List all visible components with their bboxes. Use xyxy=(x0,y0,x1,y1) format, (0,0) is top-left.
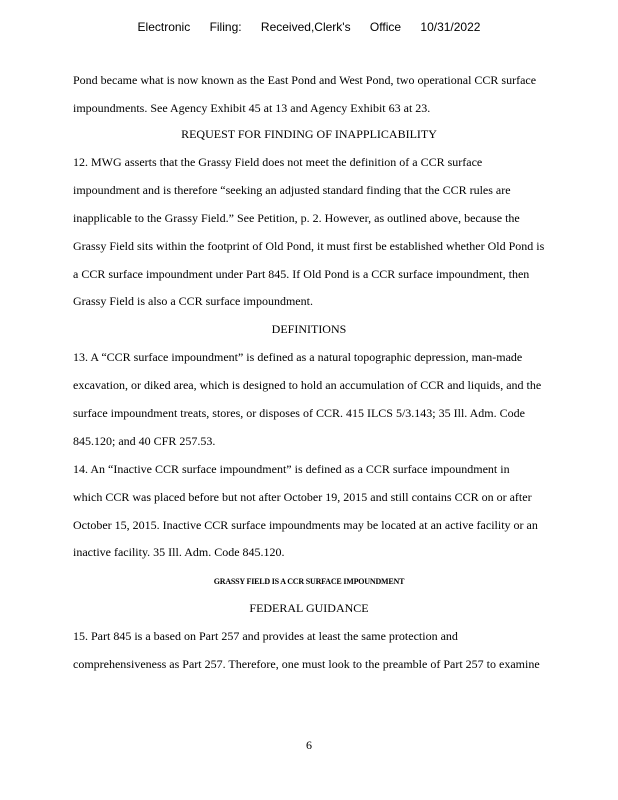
body-line: a CCR surface impoundment under Part 845. If Old Pond is a CCR surface impoundment, then xyxy=(73,267,530,281)
body-line: impoundment and is therefore “seeking an adjusted standard finding that the CCR rules are xyxy=(73,183,511,197)
section-heading: REQUEST FOR FINDING OF INAPPLICABILITY xyxy=(181,127,437,141)
body-line: Pond became what is now known as the East Pond and West Pond, two operational CCR surface xyxy=(73,73,537,87)
header-filing: Filing: xyxy=(209,20,242,34)
header-date: 10/31/2022 xyxy=(420,20,481,34)
body-line: 845.120; and 40 CFR 257.53. xyxy=(73,434,216,448)
body-line: comprehensiveness as Part 257. Therefore, one must look to the preamble of Part 257 to examine xyxy=(73,657,540,671)
section-heading: DEFINITIONS xyxy=(271,322,347,336)
header-electronic: Electronic xyxy=(137,20,191,34)
header-received: Received,Clerk's xyxy=(260,20,351,34)
filing-header xyxy=(0,20,618,34)
body-line: Grassy Field is also a CCR surface impoundment. xyxy=(73,294,313,308)
body-line: October 15, 2015. Inactive CCR surface impoundments may be located at an active facility or an xyxy=(73,518,538,532)
header-office: Office xyxy=(369,20,402,34)
body-line: inapplicable to the Grassy Field.” See Petition, p. 2. However, as outlined above, because the xyxy=(73,211,520,225)
body-line: 14. An “Inactive CCR surface impoundment” is defined as a CCR surface impoundment in xyxy=(73,462,510,476)
body-line: inactive facility. 35 Ill. Adm. Code 845.120. xyxy=(73,545,285,559)
body-line: 15. Part 845 is a based on Part 257 and provides at least the same protection and xyxy=(73,629,458,643)
section-heading: FEDERAL GUIDANCE xyxy=(249,601,369,615)
subsection-heading: GRASSY FIELD IS A CCR SURFACE IMPOUNDMENT xyxy=(213,577,405,586)
body-line: Grassy Field sits within the footprint of Old Pond, it must first be established whether Old Pond is xyxy=(73,239,545,253)
body-line: surface impoundment treats, stores, or disposes of CCR. 415 ILCS 5/3.143; 35 Ill. Adm. Code xyxy=(73,406,525,420)
body-line: which CCR was placed before but not after October 19, 2015 and still contains CCR on or after xyxy=(73,490,532,504)
page-number: 6 xyxy=(306,738,312,752)
body-line: impoundments. See Agency Exhibit 45 at 13 and Agency Exhibit 63 at 23. xyxy=(73,101,431,115)
body-line: 12. MWG asserts that the Grassy Field does not meet the definition of a CCR surface xyxy=(73,155,483,169)
body-line: excavation, or diked area, which is designed to hold an accumulation of CCR and liquids, and the xyxy=(73,378,542,392)
body-line: 13. A “CCR surface impoundment” is defined as a natural topographic depression, man-made xyxy=(73,350,523,364)
